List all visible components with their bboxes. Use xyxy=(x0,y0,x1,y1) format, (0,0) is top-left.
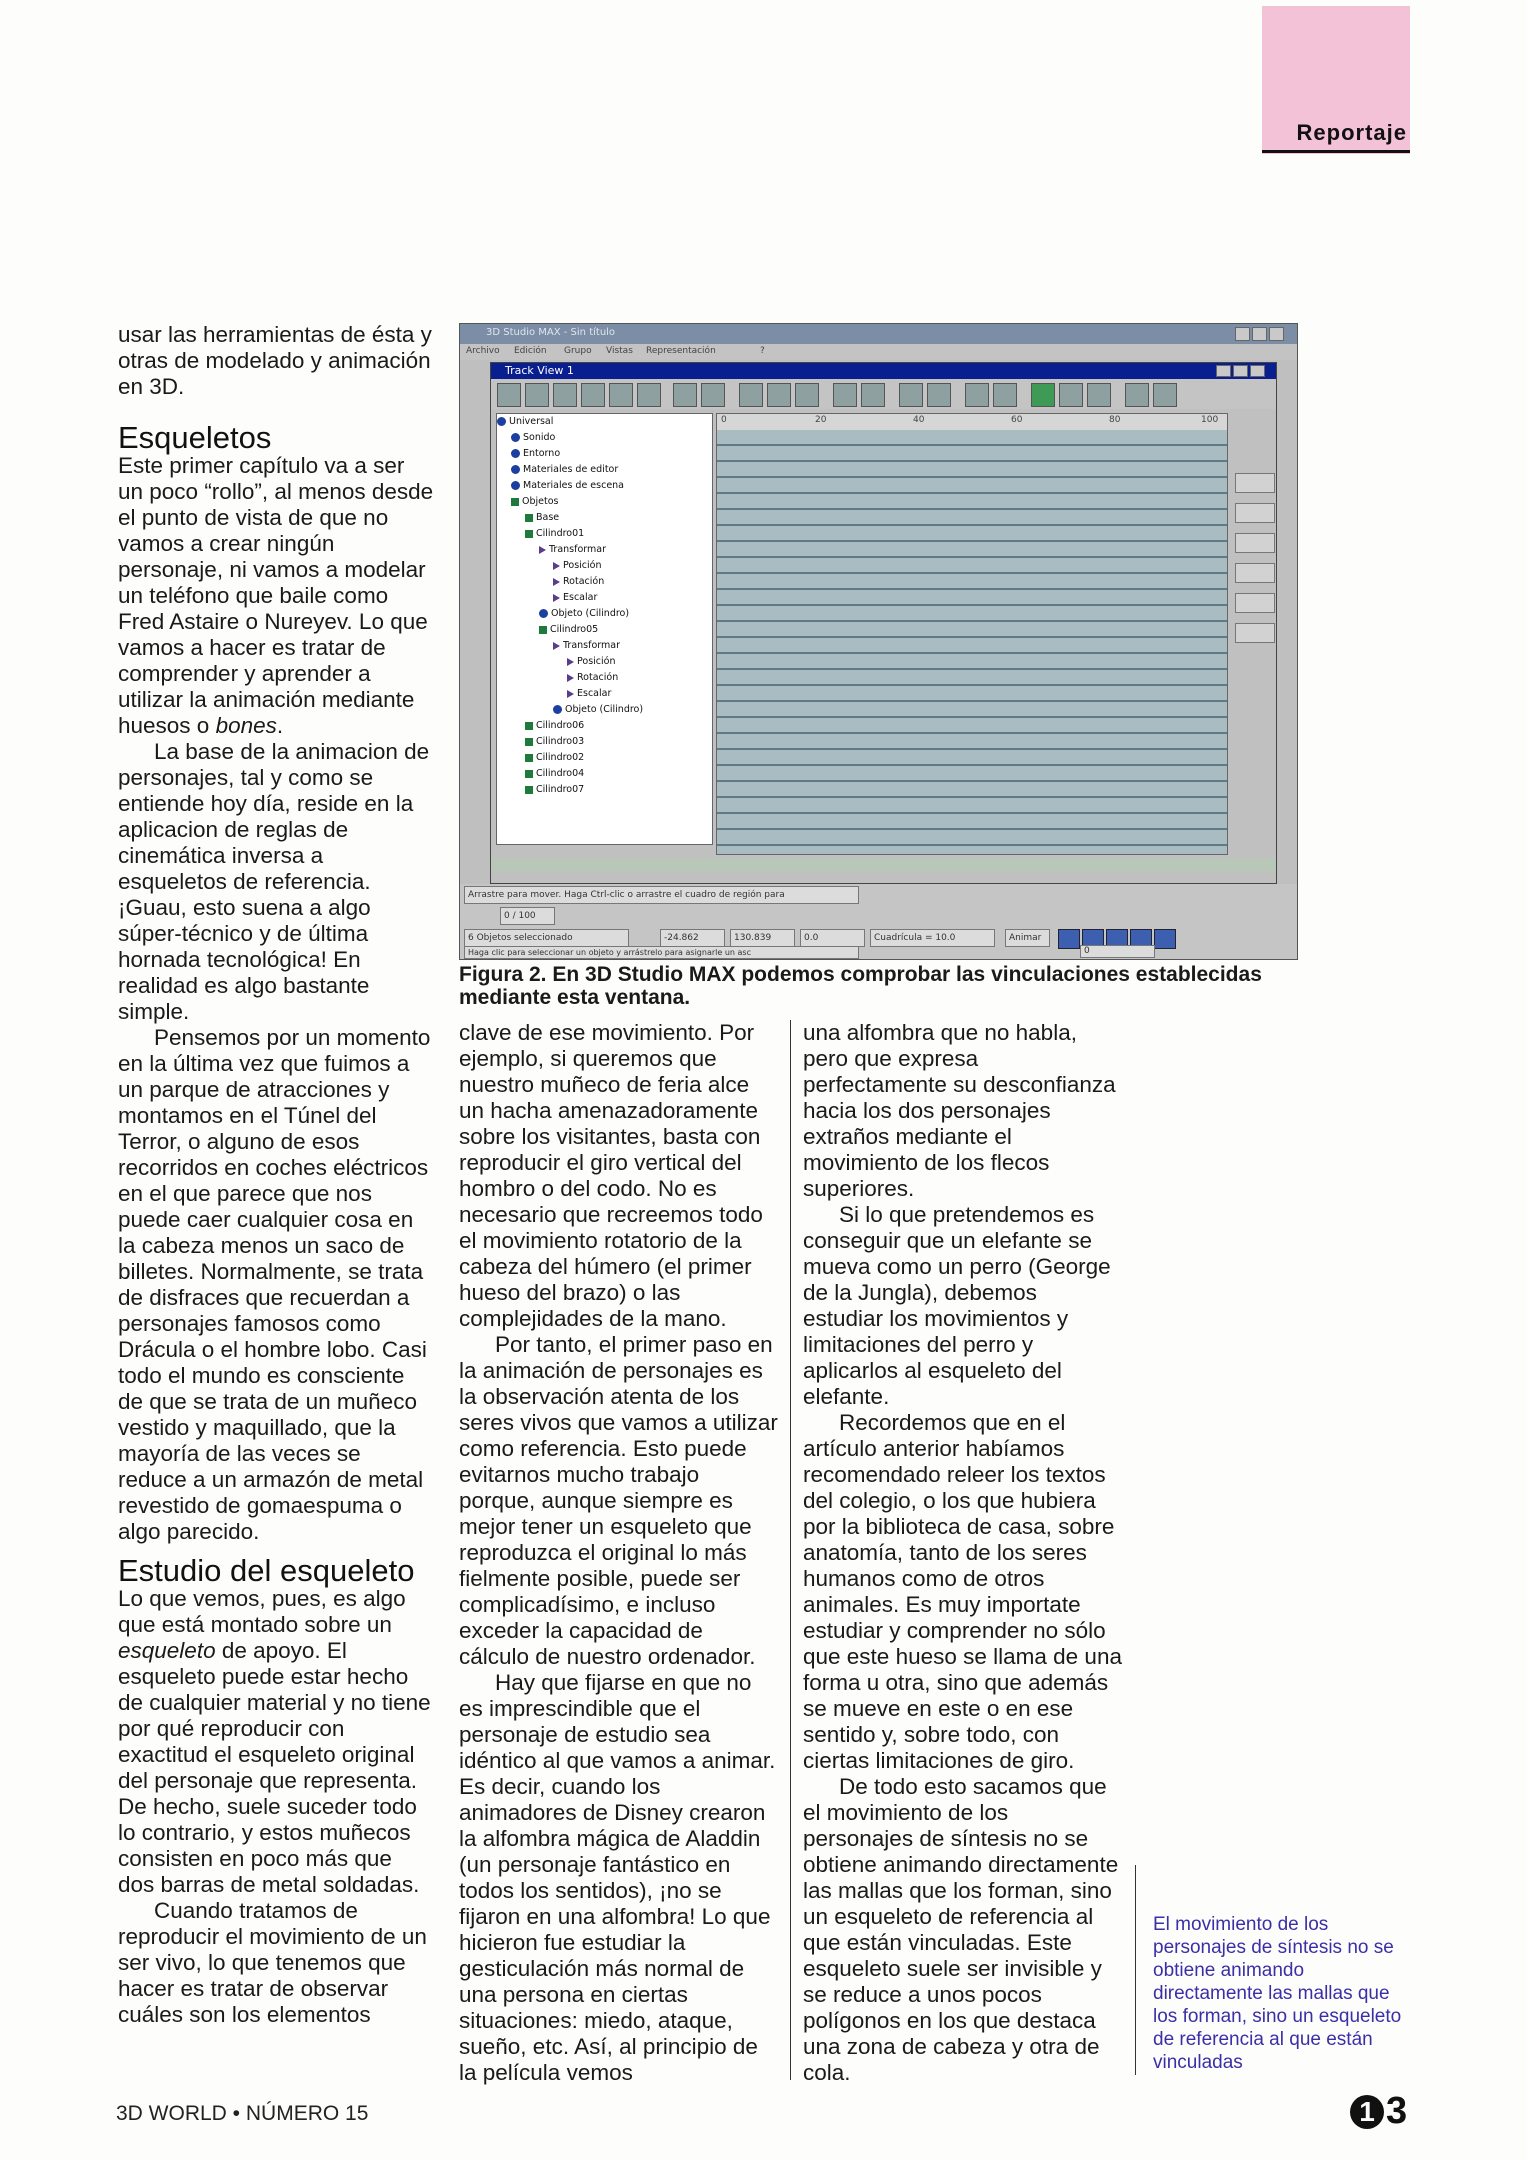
paragraph xyxy=(118,453,434,739)
pullquote: El movimiento de los personajes de síntesis no se obtiene animando directamente las mallas que los forman, sino un esqueleto de referencia al que están vinculadas xyxy=(1153,1914,1402,2073)
figure-screenshot xyxy=(459,323,1298,960)
track-view-titlebar xyxy=(491,363,1276,379)
tree-label: Cilindro07 xyxy=(536,784,585,795)
globe-icon xyxy=(539,609,548,618)
tree-label: Universal xyxy=(509,416,554,427)
click-hint: Haga clic para seleccionar un objeto y arrástrelo para asignarle un asc xyxy=(464,946,859,959)
maximize-icon[interactable] xyxy=(1252,327,1267,341)
tree-label: Materiales de editor xyxy=(523,464,619,475)
app-title: 3D Studio MAX - Sin título xyxy=(486,327,616,338)
paragraph: Recordemos que en el artículo anterior habíamos recomendado releer los textos del colegio, o los que hubiera por la biblioteca de casa, sobre anatomía, tanto de los seres humanos como de otros animales. Es muy importate estudiar y comprender no sólo que este hueso se llama de una forma u otra, sino que además se mueve en este o en ese sentido y, sobre todo, con ciertas limitaciones de giro. xyxy=(803,1410,1122,1773)
text-run: de apoyo. El esqueleto puede estar hecho de cualquier material y no tiene por qué reproducir con exactitud el esqueleto original del personaje que representa. De hecho, suele suceder todo lo contrario, y estos muñecos consisten en poco más que dos barras de metal soldadas. xyxy=(118,1638,431,1897)
tree-item[interactable] xyxy=(525,510,740,526)
frame-field[interactable]: 0 xyxy=(1080,945,1155,958)
track-view-window xyxy=(490,362,1277,884)
tool-icon[interactable] xyxy=(795,383,819,407)
object-icon xyxy=(525,530,533,538)
globe-icon xyxy=(511,449,520,458)
go-start-icon[interactable] xyxy=(1058,929,1080,949)
track-icon xyxy=(567,690,574,698)
tree-item[interactable] xyxy=(525,782,740,798)
tree-label: Materiales de escena xyxy=(523,480,625,491)
globe-icon xyxy=(511,481,520,490)
minimize-icon[interactable] xyxy=(1235,327,1250,341)
paragraph: La base de la animacion de personajes, tal y como se entiende hoy día, reside en la aplicacion de reglas de cinemática inversa a esqueletos de referencia. ¡Guau, esto suena a algo súper-técnico y de última hornada tecnológica! En realidad es algo bastante simple. xyxy=(118,739,430,1024)
object-icon xyxy=(525,722,533,730)
tool-icon[interactable] xyxy=(673,383,697,407)
tree-item[interactable] xyxy=(511,494,726,510)
tool-icon[interactable] xyxy=(833,383,857,407)
coord-y-field[interactable]: 130.839 xyxy=(730,929,795,947)
object-icon xyxy=(525,786,533,794)
ruler-tick: 60 xyxy=(1011,415,1023,425)
side-button[interactable] xyxy=(1235,473,1275,493)
heading-esqueletos: Esqueletos xyxy=(118,420,272,455)
tree-label: Posición xyxy=(563,560,602,571)
heading-estudio-del-esqueleto: Estudio del esqueleto xyxy=(118,1553,415,1588)
filter-icon[interactable] xyxy=(497,383,521,407)
go-end-icon[interactable] xyxy=(1154,929,1176,949)
tree-item[interactable] xyxy=(525,526,740,542)
side-button[interactable] xyxy=(1235,623,1275,643)
tool-icon[interactable] xyxy=(767,383,791,407)
app-menubar xyxy=(460,344,1297,360)
column-rule xyxy=(790,1020,791,2080)
tool-icon[interactable] xyxy=(701,383,725,407)
track-grid[interactable] xyxy=(716,413,1228,855)
tree-label: Cilindro04 xyxy=(536,768,585,779)
grid-status: Cuadrícula = 10.0 xyxy=(870,929,995,947)
tree-item[interactable] xyxy=(511,478,726,494)
animate-button[interactable]: Animar xyxy=(1005,929,1050,947)
globe-icon xyxy=(511,465,520,474)
tree-label: Posición xyxy=(577,656,616,667)
track-icon xyxy=(567,658,574,666)
page-number-circle: 1 xyxy=(1350,2095,1384,2129)
hierarchy-tree xyxy=(496,413,713,845)
track-icon xyxy=(553,594,560,602)
menu-item[interactable]: Vistas xyxy=(606,346,633,356)
selection-status: 6 Objetos seleccionado xyxy=(464,929,629,947)
tree-item[interactable] xyxy=(511,462,726,478)
tree-item[interactable] xyxy=(525,750,740,766)
tree-label: Rotación xyxy=(577,672,619,683)
ruler-tick: 20 xyxy=(815,415,827,425)
tool-icon[interactable] xyxy=(993,383,1017,407)
side-button[interactable] xyxy=(1235,593,1275,613)
track-icon xyxy=(553,642,560,650)
page-number xyxy=(1350,2090,1407,2133)
tree-label: Cilindro02 xyxy=(536,752,585,763)
page-number-rest: 3 xyxy=(1386,2090,1408,2132)
tree-label: Entorno xyxy=(523,448,561,459)
track-icon xyxy=(567,674,574,682)
article-column-1 xyxy=(118,322,434,2028)
intro-paragraph: usar las herramientas de ésta y otras de modelado y animación en 3D. xyxy=(118,322,432,399)
tool-icon[interactable] xyxy=(899,383,923,407)
paragraph: De todo esto sacamos que el movimiento de los personajes de síntesis no se obtiene animando directamente las mallas que los forman, sino un esqueleto de referencia al que están vinculadas. Este esqueleto suele ser invisible y se reduce a unos pocos polígonos en los que destaca una zona de cabeza y otra de cola. xyxy=(803,1774,1119,2085)
close-icon[interactable] xyxy=(1250,365,1265,377)
ruler-tick: 40 xyxy=(913,415,925,425)
copy-icon[interactable] xyxy=(525,383,549,407)
maximize-icon[interactable] xyxy=(1233,365,1248,377)
tree-label: Objetos xyxy=(522,496,559,507)
tool-icon[interactable] xyxy=(965,383,989,407)
globe-icon xyxy=(497,417,506,426)
frame-counter[interactable]: 0 / 100 xyxy=(500,907,555,925)
tree-label: Cilindro01 xyxy=(536,528,585,539)
tree-label: Objeto (Cilindro) xyxy=(565,704,644,715)
tree-item[interactable] xyxy=(525,734,740,750)
object-icon xyxy=(525,754,533,762)
footer-magazine: 3D WORLD • NÚMERO 15 xyxy=(116,2102,369,2125)
tree-item[interactable] xyxy=(497,414,712,430)
timeline-bar xyxy=(460,904,1297,928)
object-icon xyxy=(511,498,519,506)
ruler-tick: 0 xyxy=(721,415,727,425)
text-run: Lo que vemos, pues, es algo que está montado sobre un xyxy=(118,1586,406,1637)
side-button[interactable] xyxy=(1235,533,1275,553)
sound-icon xyxy=(511,433,520,442)
tree-label: Escalar xyxy=(577,688,612,699)
tree-item[interactable] xyxy=(511,446,726,462)
track-icon xyxy=(539,546,546,554)
tree-label: Transformar xyxy=(563,640,620,651)
object-icon xyxy=(525,514,533,522)
side-panel xyxy=(1231,413,1276,853)
key-icon[interactable] xyxy=(1031,383,1055,407)
paragraph: Hay que fijarse en que no es imprescindible que el personaje de estudio sea idéntico al que vamos a animar. Es decir, cuando los animadores de Disney crearon la alfombra mágica de Aladdin (un personaje fantástico en todos los sentidos), ¡no se fijaron en una alfombra! Lo que hicieron fue estudiar la gesticulación más normal de una persona en ciertas situaciones: miedo, ataque, sueño, etc. Así, al principio de la película vemos xyxy=(459,1670,776,2085)
text-run: Este primer capítulo va a ser un poco “rollo”, al menos desde el punto de vista de que no vamos a crear ningún personaje, ni vamos a modelar un teléfono que baile como Fred Astaire o Nureyev. Lo que vamos a hacer es tratar de comprender y aprender a utilizar la animación mediante huesos o xyxy=(118,453,434,738)
tree-label: Sonido xyxy=(523,432,556,443)
ruler-tick: 80 xyxy=(1109,415,1121,425)
menu-item[interactable]: ? xyxy=(760,346,765,356)
section-label: Reportaje xyxy=(1296,120,1407,145)
globe-icon xyxy=(553,705,562,714)
minimize-icon[interactable] xyxy=(1216,365,1231,377)
article-column-2 xyxy=(459,1020,779,2086)
tool-icon[interactable] xyxy=(1153,383,1177,407)
text-emphasis: esqueleto xyxy=(118,1638,216,1663)
paragraph: Si lo que pretendemos es conseguir que un elefante se mueva como un perro (George de la Jungla), debemos estudiar los movimientos y limitaciones del perro y aplicarlos al esqueleto del elefante. xyxy=(803,1202,1111,1409)
menu-item[interactable]: Edición xyxy=(514,346,547,356)
tool-icon[interactable] xyxy=(581,383,605,407)
tool-icon[interactable] xyxy=(1059,383,1083,407)
paragraph: Pensemos por un momento en la última vez que fuimos a un parque de atracciones y montamos en el Túnel del Terror, o alguno de esos recorridos en coches eléctricos en el que parece que nos puede caer cualquier cosa en la cabeza menos un saco de billetes. Normalmente, se trata de disfraces que recuerdan a personajes famosos como Drácula o el hombre lobo. Casi todo el mundo es consciente de que se trata de un muñeco vestido y maquillado, que la mayoría de las veces se reduce a un armazón de metal revestido de gomaespuma o algo parecido. xyxy=(118,1025,431,1544)
tree-item[interactable] xyxy=(525,718,740,734)
coord-z-field[interactable]: 0.0 xyxy=(800,929,865,947)
coord-x-field[interactable]: -24.862 xyxy=(660,929,725,947)
horizontal-scrollbar[interactable] xyxy=(491,858,1276,872)
tree-label: Objeto (Cilindro) xyxy=(551,608,630,619)
tree-item[interactable] xyxy=(511,430,726,446)
close-icon[interactable] xyxy=(1269,327,1284,341)
track-icon xyxy=(553,578,560,586)
tree-label: Escalar xyxy=(563,592,598,603)
text-run: . xyxy=(276,713,284,738)
tool-icon[interactable] xyxy=(1087,383,1111,407)
track-rows xyxy=(717,430,1227,854)
article-column-3 xyxy=(803,1020,1123,2086)
status-hint: Arrastre para mover. Haga Ctrl-clic o arrastre el cuadro de región para xyxy=(464,886,859,904)
text-emphasis: bones xyxy=(215,713,277,738)
tree-label: Cilindro05 xyxy=(550,624,599,635)
tree-label: Cilindro06 xyxy=(536,720,585,731)
object-icon xyxy=(525,770,533,778)
paste-icon[interactable] xyxy=(553,383,577,407)
paragraph xyxy=(118,1586,434,1898)
tree-label: Cilindro03 xyxy=(536,736,585,747)
hint-bar xyxy=(460,884,1297,904)
tool-icon[interactable] xyxy=(637,383,661,407)
paragraph: Cuando tratamos de reproducir el movimiento de un ser vivo, lo que tenemos que hacer es tratar de observar cuáles son los elementos xyxy=(118,1898,427,2027)
tool-icon[interactable] xyxy=(609,383,633,407)
tree-label: Base xyxy=(536,512,560,523)
paragraph: Por tanto, el primer paso en la animación de personajes es la observación atenta de los seres vivos que vamos a utilizar como referencia. Esto puede evitarnos mucho trabajo porque, aunque siempre es mejor tener un esqueleto que reproduzca el original lo más fielmente posible, puede ser complicadísimo, e incluso exceder la capacidad de cálculo de nuestro ordenador. xyxy=(459,1332,778,1669)
tool-icon[interactable] xyxy=(1125,383,1149,407)
time-ruler xyxy=(717,414,1227,430)
tree-item[interactable] xyxy=(525,766,740,782)
side-button[interactable] xyxy=(1235,503,1275,523)
figure-caption: Figura 2. En 3D Studio MAX podemos comprobar las vinculaciones establecidas mediante esta ventana. xyxy=(459,963,1262,1009)
menu-item[interactable]: Representación xyxy=(646,346,716,356)
paragraph: clave de ese movimiento. Por ejemplo, si queremos que nuestro muñeco de feria alce un hacha amenazadoramente sobre los visitantes, basta con reproducir el giro vertical del hombro o del codo. No es necesario que recreemos todo el movimiento rotatorio de la cabeza del húmero (el primer hueso del brazo) o las complejidades de la mano. xyxy=(459,1020,763,1331)
paragraph: una alfombra que no habla, pero que expresa perfectamente su desconfianza hacia los dos personajes extraños mediante el movimiento de los flecos superiores. xyxy=(803,1020,1116,1201)
tool-icon[interactable] xyxy=(861,383,885,407)
status-bar xyxy=(460,928,1297,959)
track-view-toolbar xyxy=(491,379,1276,409)
ruler-tick: 100 xyxy=(1201,415,1219,425)
app-titlebar xyxy=(460,324,1297,344)
tree-label: Rotación xyxy=(563,576,605,587)
tool-icon[interactable] xyxy=(739,383,763,407)
section-rule xyxy=(1262,150,1410,153)
side-button[interactable] xyxy=(1235,563,1275,583)
track-icon xyxy=(553,562,560,570)
track-view-title: Track View 1 xyxy=(505,364,574,377)
pullquote-rule xyxy=(1135,1865,1136,2075)
tree-label: Transformar xyxy=(549,544,606,555)
tool-icon[interactable] xyxy=(927,383,951,407)
menu-item[interactable]: Grupo xyxy=(564,346,592,356)
object-icon xyxy=(525,738,533,746)
object-icon xyxy=(539,626,547,634)
menu-item[interactable]: Archivo xyxy=(466,346,500,356)
